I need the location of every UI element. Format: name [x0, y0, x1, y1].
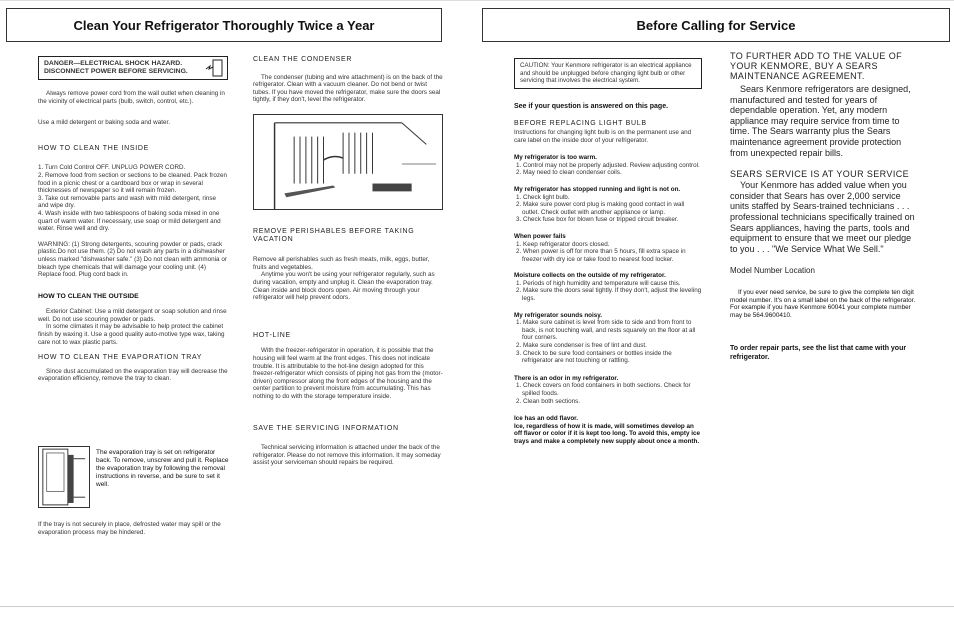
danger-text: DANGER—ELECTRICAL SHOCK HAZARD. DISCONNECT POWER BEFORE SERVICING.: [44, 60, 188, 75]
bulb-text: Instructions for changing light bulb is on the permanent use and care label on the inside door of your refrigerator.: [514, 128, 692, 144]
problem-block: [514, 186, 702, 224]
problem-title: My refrigerator sounds noisy.: [514, 311, 603, 319]
problem-title: Ice has an odd flavor.: [514, 415, 579, 423]
vacation-text-unplug: Anytime you won't be using your refrigerator regularly, such as during vacation, empty and unplug it. Clean the evaporation tray. Clean inside and block doors open. Air moving through your refrigerator will help prevent odors.: [253, 271, 435, 302]
tray-caption: The evaporation tray is set on refrigerator back. To remove, unscrew and pull it. Replace the evaporation tray by following the removal instructions in reverse, and be sure to set it well.: [96, 449, 229, 488]
sears-text: Your Kenmore has added value when you consider that Sears has over 2,000 service units staffed by Sears-trained technicians . . . professional technicians specifically trained on Sears appliances, having the parts, tools and equipment to ensure that we meet our pledge to you . . . "We Service What We Sell.": [730, 180, 915, 254]
problem-item: 1. Control may not be properly adjusted. Review adjusting control.: [516, 161, 700, 169]
inside-step: 3. Take out removable parts and wash with mild detergent, rinse and wipe dry.: [38, 194, 217, 210]
tray-outro: If the tray is not securely in place, defrosted water may spill or the evaporation process may be hindered.: [38, 521, 221, 536]
problem-block: [514, 312, 702, 365]
problem-item: 2. May need to clean condenser coils.: [516, 169, 622, 177]
cleaning-warning: WARNING: (1) Strong detergents, scouring powder or pads, crack plastic.Do not use them. (2) Do not wash any parts in a dishwasher unless marked "dishwasher safe." (3) Do not clean with ammonia or bleach type chemicals that will damage your cooling unit. (4) Replace food. Plug cord back in.: [38, 240, 227, 279]
column-troubleshooting: [514, 58, 702, 446]
value-heading: TO FURTHER ADD TO THE VALUE OF YOUR KENMORE, BUY A SEARS MAINTENANCE AGREEMENT.: [730, 51, 903, 81]
problem-title: My refrigerator is too warm.: [514, 154, 597, 162]
condenser-text: The condenser (tubing and wire attachment) is on the back of the refrigerator. Clean with a vacuum cleaner. Do not bend or twist tubes. If you have moved the refrigerator, make sure the doors seal tightly, if they don't, level the refrigerator.: [253, 73, 443, 104]
problem-item: 3. Check to be sure food containers or bottles inside the refrigerator are not touching or rattling.: [516, 349, 672, 365]
column-maintenance-lower: [253, 228, 443, 467]
problem-block: [514, 272, 702, 302]
hotline-text: With the freezer-refrigerator in operation, it is possible that the housing will feel warm at the front edges. This does not indicate trouble. It is attributable to the hot-line design adopted for this freezer-refrigerator which consists of piping hot gas from the (motor-driven) compressor along the front edges of the housing and the center partition to prevent moisture from accumulating. This has nothing to do with the storage temperature inside.: [253, 347, 443, 400]
vacation-heading: REMOVE PERISHABLES BEFORE TAKING VACATION: [253, 228, 415, 243]
problem-item: 3. Check fuse box for blown fuse or tripped circuit breaker.: [516, 216, 679, 224]
outside-text: Exterior Cabinet: Use a mild detergent or soap solution and rinse well. Do not use scouring powder or pads.: [38, 308, 227, 323]
inside-heading: HOW TO CLEAN THE INSIDE: [38, 144, 150, 152]
problem-item: 1. Check covers on food containers in both sections. Check for spilled foods.: [516, 382, 691, 397]
problem-item: 2. Make sure condenser is free of lint and dust.: [516, 342, 647, 350]
problem-title: Moisture collects on the outside of my refrigerator.: [514, 272, 666, 280]
tray-intro: Since dust accumulated on the evaporation tray will decrease the evaporation efficiency, remove the tray to clean.: [38, 367, 228, 383]
problem-title: There is an odor in my refrigerator.: [514, 374, 619, 382]
inside-step: 2. Remove food from section or sections to be cleaned. Pack frozen food in a picnic chest or a cardboard box or wrap in several thicknesses of newspaper so it will remain frozen.: [38, 171, 228, 195]
shock-hazard-icon: [205, 59, 223, 77]
inside-step: 4. Wash inside with two tablespoons of baking soda mixed in one quart of warm water. If necessary, use soap or mild detergent and water. Rinse well and dry.: [38, 209, 221, 233]
problem-item: Ice, regardless of how it is made, will sometimes develop an off flavor or color if it is kept too long. To avoid this, empty ice trays and make a completely new supply about once a month.: [514, 422, 701, 445]
problem-title: When power fails: [514, 232, 566, 240]
problem-item: 2. Make sure the doors seal tightly. If they don't, adjust the leveling legs.: [516, 287, 702, 303]
detergent-note: Use a mild detergent or baking soda and water.: [38, 119, 170, 127]
hotline-heading: HOT-LINE: [253, 331, 291, 339]
service-info-text: Technical servicing information is attached under the back of the refrigerator. Please do not remove this information. It may someday assist your serviceman should repairs be required.: [253, 444, 441, 467]
order-parts-text: To order repair parts, see the list that came with your refrigerator.: [730, 345, 907, 361]
sears-heading: SEARS SERVICE IS AT YOUR SERVICE: [730, 169, 910, 180]
value-text: Sears Kenmore refrigerators are designed, manufactured and tested for years of dependable operation. Yet, any modern appliance may require service from time to time. The Sears warranty plus the Sears maintenance agreement provide protection from unexpected repair bills.: [730, 84, 911, 158]
problem-item: 2. Clean both sections.: [516, 397, 581, 405]
tray-heading: HOW TO CLEAN THE EVAPORATION TRAY: [38, 354, 203, 362]
problem-item: 1. Keep refrigerator doors closed.: [516, 240, 610, 248]
service-info-heading: SAVE THE SERVICING INFORMATION: [253, 424, 399, 432]
problem-item: 2. Make sure power cord plug is making good contact in wall outlet. Check outlet with another appliance or lamp.: [516, 201, 685, 216]
problem-item: 2. When power is off for more than 5 hours, fill extra space in freezer with dry ice or take food to nearest food locker.: [516, 248, 686, 263]
model-heading: Model Number Location: [730, 266, 815, 276]
danger-box: [38, 56, 228, 80]
problem-item: 1. Check light bulb.: [516, 193, 570, 201]
inside-steps: [38, 164, 228, 232]
problem-block: [514, 233, 702, 263]
inside-step: 1. Turn Cold Control OFF. UNPLUG POWER CORD.: [38, 164, 186, 172]
column-sears: [730, 51, 916, 362]
right-page-title: Before Calling for Service: [482, 8, 950, 42]
problem-block: [514, 375, 702, 405]
problem-item: 1. Make sure cabinet is level from side to side and from front to back, is not touching wall, and rests squarely on the floor at all four corners.: [516, 319, 696, 342]
problem-block: [514, 415, 702, 445]
model-text: If you ever need service, be sure to give the complete ten digit model number. It's on a small label on the back of the refrigerator. For example if you have Kenmore 60041 your complete number may be 564.9600410.: [730, 288, 916, 319]
bulb-heading: BEFORE REPLACING LIGHT BULB: [514, 120, 647, 128]
problem-title: My refrigerator has stopped running and light is not on.: [514, 185, 681, 193]
problem-block: [514, 154, 702, 177]
column-cleaning: [38, 56, 228, 383]
problem-list: [514, 154, 702, 445]
column-maintenance: [253, 56, 443, 104]
bottom-rule: [0, 606, 954, 607]
outside-heading: HOW TO CLEAN THE OUTSIDE: [38, 292, 139, 300]
problem-item: 1. Periods of high humidity and temperature will cause this.: [516, 279, 681, 287]
condenser-heading: CLEAN THE CONDENSER: [253, 56, 353, 63]
power-intro: Always remove power cord from the wall outlet when cleaning in the vicinity of electrical parts (bulb, switch, control, etc.).: [38, 90, 225, 105]
outside-text-wax: In some climates it may be advisable to help protect the cabinet finish by waxing it. Use a good quality auto-motive type wax, taking care not to wax plastic parts.: [38, 323, 225, 346]
evaporation-tray-illustration: [38, 446, 90, 508]
left-page-title: Clean Your Refrigerator Thoroughly Twice a Year: [6, 8, 442, 42]
see-if-note: See if your question is answered on this page.: [514, 102, 669, 110]
vacation-text: Remove all perishables such as fresh meats, milk, eggs, butter, fruits and vegetables.: [253, 256, 430, 271]
condenser-illustration: [253, 114, 443, 210]
top-rule: [0, 0, 954, 1]
caution-box: CAUTION: Your Kenmore refrigerator is an electrical appliance and should be unplugged before changing light bulb or other servicing that involves the electrical system.: [514, 58, 702, 89]
